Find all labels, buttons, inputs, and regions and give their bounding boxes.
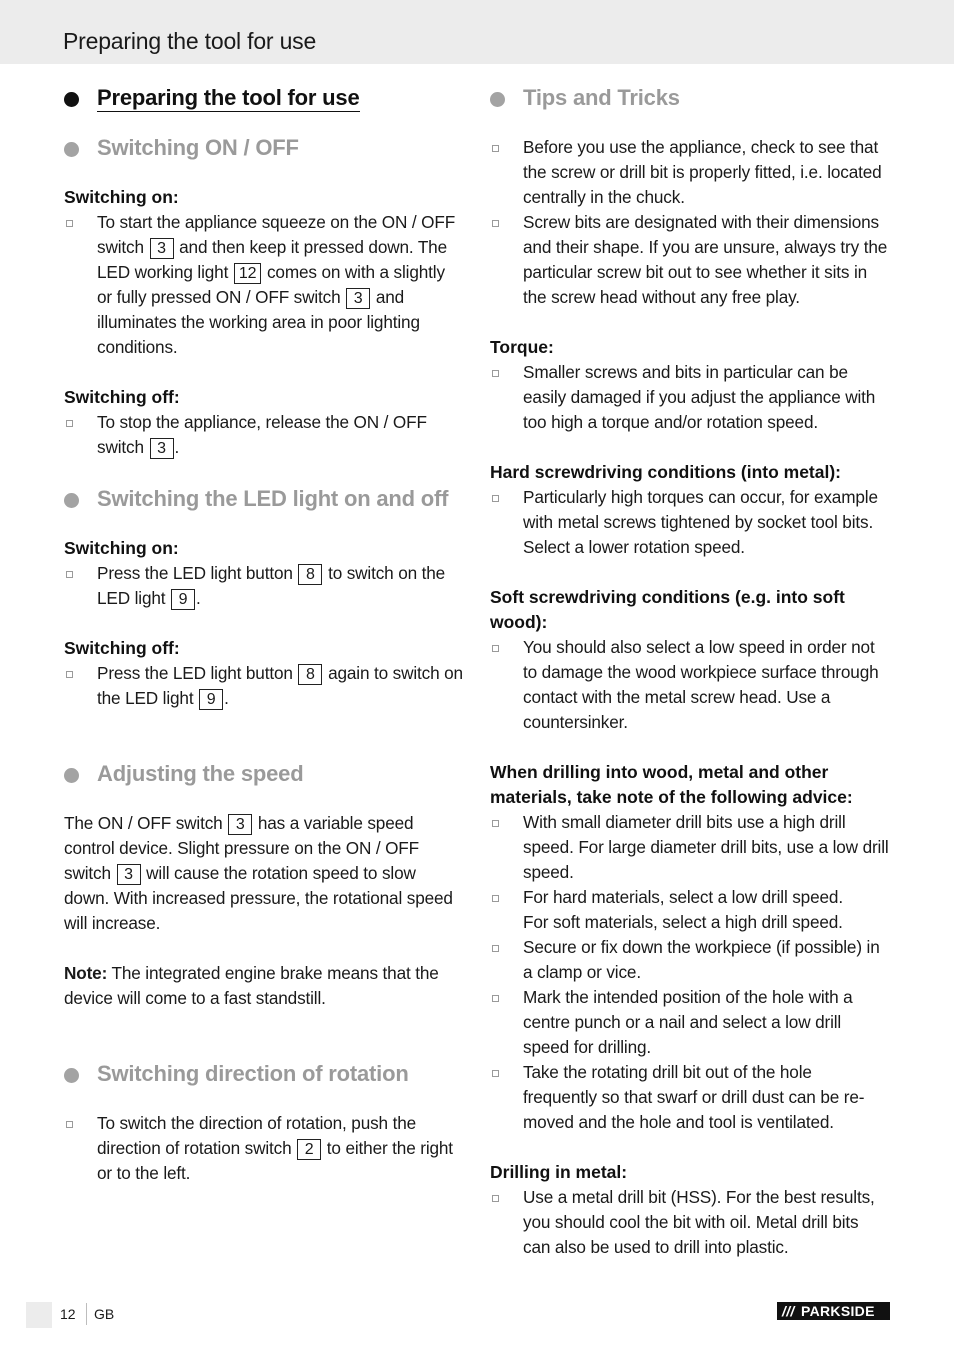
part-ref-9: 9 xyxy=(199,689,223,710)
part-ref-2: 2 xyxy=(297,1139,321,1160)
section-heading: Switching direction of rotation xyxy=(64,1059,464,1089)
bullet-item: For hard materials, select a low drill speed. For soft materials, select a high drill speed. xyxy=(490,885,890,935)
logo-stripes: /// xyxy=(782,1303,795,1319)
logo-wordmark: PARKSIDE xyxy=(801,1303,875,1319)
bullet-item: To switch the direction of rotation, push the direction of rotation switch 2 to either the right or to the left. xyxy=(64,1111,464,1186)
speed-section xyxy=(64,759,464,1011)
bullet-item: Before you use the appliance, check to see that the screw or drill bit is properly fitted, i.e. located centrally in the chuck. xyxy=(490,135,890,210)
bullet-item: To stop the appliance, release the ON / OFF switch 3 . xyxy=(64,410,464,460)
bullet-item: You should also select a low speed in order not to damage the wood workpiece surface through contact with the metal screw head. Use a countersinker. xyxy=(490,635,890,735)
subheading: Switching on: xyxy=(64,538,179,558)
part-ref-12: 12 xyxy=(234,263,262,284)
subheading: Switching on: xyxy=(64,187,179,207)
rotation-section xyxy=(64,1059,464,1186)
footer-marker xyxy=(26,1302,52,1328)
bullet-item: Secure or fix down the workpiece (if possible) in a clamp or vice. xyxy=(490,935,890,985)
bullet-item: Smaller screws and bits in particular can be easily damaged if you adjust the appliance with too high a torque and/or rotation speed. xyxy=(490,360,890,435)
brand-logo xyxy=(777,1302,890,1320)
subheading: Drilling in metal: xyxy=(490,1162,628,1182)
part-ref-3: 3 xyxy=(228,814,252,835)
bullet-item: Mark the intended position of the hole with a centre punch or a nail and select a low drill speed for drilling. xyxy=(490,985,890,1060)
page-number: 12 xyxy=(60,1306,76,1322)
main-heading: Preparing the tool for use xyxy=(64,83,464,113)
subheading: When drilling into wood, metal and other materials, take note of the following advice: xyxy=(490,762,853,807)
bullet-item: To start the appliance squeeze on the ON / OFF switch 3 and then keep it pressed down. The LED working light 12 comes on with a slightly or fully pressed ON / OFF switch 3 and illuminates the working area in poor lighting conditions. xyxy=(64,210,464,360)
language-code: GB xyxy=(94,1306,115,1322)
section-heading: Tips and Tricks xyxy=(490,83,890,113)
section-heading: Switching ON / OFF xyxy=(64,133,464,163)
bullet-item: With small diameter drill bits use a high drill speed. For large diameter drill bits, use a low drill speed. xyxy=(490,810,890,885)
section-heading: Adjusting the speed xyxy=(64,759,464,789)
tips-section xyxy=(490,83,890,1260)
bullet-item: Press the LED light button 8 to switch on the LED light 9 . xyxy=(64,561,464,611)
note-label: Note: xyxy=(64,963,108,983)
led-section xyxy=(64,484,464,711)
bullet-item: Use a metal drill bit (HSS). For the best results, you should cool the bit with oil. Metal drill bits can also be used to drill into plastic. xyxy=(490,1185,890,1260)
part-ref-8: 8 xyxy=(298,664,322,685)
part-ref-9: 9 xyxy=(171,589,195,610)
subheading: Soft screwdriving conditions (e.g. into soft wood): xyxy=(490,587,845,632)
part-ref-3: 3 xyxy=(150,238,174,259)
subheading: Torque: xyxy=(490,337,554,357)
section-heading: Switching the LED light on and off xyxy=(64,484,464,514)
bullet-item: Press the LED light button 8 again to switch on the LED light 9 . xyxy=(64,661,464,711)
switching-onoff-section xyxy=(64,133,464,460)
main-section xyxy=(64,83,464,113)
paragraph: The ON / OFF switch 3 has a variable speed control device. Slight pressure on the ON / OFF switch 3 will cause the rotation speed to slow down. With increased pressure, the rotational speed will increase. xyxy=(64,813,453,933)
part-ref-8: 8 xyxy=(298,564,322,585)
note-paragraph: Note: The integrated engine brake means that the device will come to a fast standstill. xyxy=(64,963,439,1008)
part-ref-3: 3 xyxy=(117,864,141,885)
header-title: Preparing the tool for use xyxy=(63,28,317,54)
bullet-item: Take the rotating drill bit out of the hole frequently so that swarf or drill dust can be re-moved and the hole and tool is ventilated. xyxy=(490,1060,890,1135)
part-ref-3: 3 xyxy=(346,288,370,309)
subheading: Switching off: xyxy=(64,638,180,658)
subheading: Hard screwdriving conditions (into metal): xyxy=(490,462,842,482)
bullet-item: Particularly high torques can occur, for example with metal screws tightened by socket tool bits. Select a lower rotation speed. xyxy=(490,485,890,560)
subheading: Switching off: xyxy=(64,387,180,407)
footer-divider xyxy=(86,1303,87,1325)
part-ref-3: 3 xyxy=(150,438,174,459)
page-header xyxy=(0,0,954,64)
bullet-item: Screw bits are designated with their dimensions and their shape. If you are unsure, always try the particular screw bit out to see whether it sits in the screw head without any free play. xyxy=(490,210,890,310)
